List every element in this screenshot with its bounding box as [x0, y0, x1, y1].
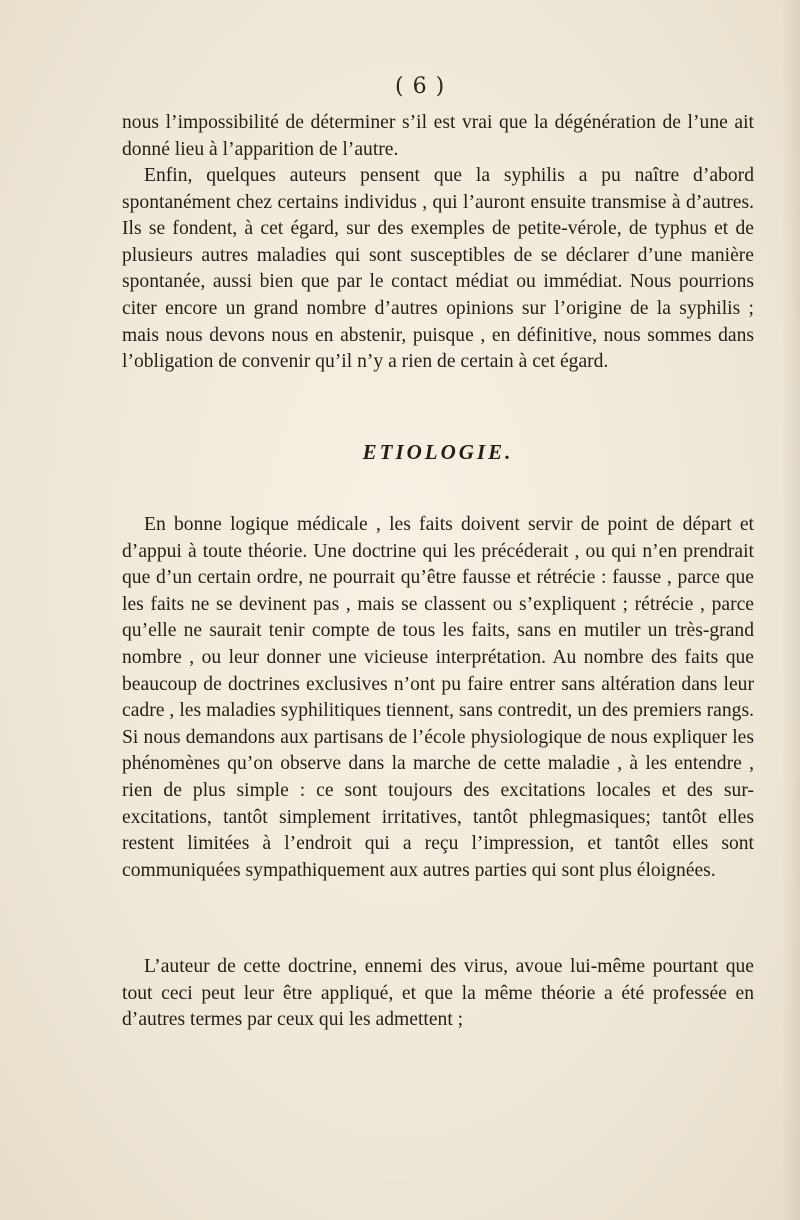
- page-edge-shadow: [782, 0, 800, 1220]
- paragraph-origin-opinions: [122, 163, 754, 376]
- paragraph-text: L’auteur de cette doctrine, ennemi des virus, avoue lui-même pourtant que tout ceci peut leur être appliqué, et que la même théorie a été professée en d’autres termes par ceux qui les admettent ;: [122, 956, 754, 1031]
- paragraph-medical-logic: [122, 512, 754, 884]
- paragraph-continuation: [122, 110, 754, 163]
- paragraph-doctrine-author: [122, 954, 754, 1034]
- paragraph-text: Enfin, quelques auteurs pensent que la syphilis a pu naître d’abord spontanément chez certains individus , qui l’auront ensuite transmise à d’autres. Ils se fondent, à cet égard, sur des exemples de petite-vérole, de typhus et de plusieurs autres maladies qui sont susceptibles de se déclarer d’une manière spontanée, aussi bien que par le contact médiat ou immédiat. Nous pourrions citer encore un grand nombre d’autres opinions sur l’origine de la syphilis ; mais nous devons nous en abstenir, puisque , en définitive, nous sommes dans l’obligation de convenir qu’il n’y a rien de certain à cet égard.: [122, 165, 754, 373]
- page-number: ( 6 ): [395, 74, 446, 99]
- paragraph-text: En bonne logique médicale , les faits doivent servir de point de départ et d’appui à toute théorie. Une doctrine qui les précéderait , ou qui n’en prendrait que d’un certain ordre, ne pourrait qu’être fausse et rétrécie : fausse , parce que les faits ne se devinent pas , mais se classent ou s’expliquent ; rétrécie , parce qu’elle ne saurait tenir compte de tous les faits, sans en mutiler un très-grand nombre , ou leur donner une vicieuse interprétation. Au nombre des faits que beaucoup de doctrines exclusives n’ont pu faire entrer sans altération dans leur cadre , les maladies syphilitiques tiennent, sans contredit, un des premiers rangs. Si nous demandons aux partisans de l’école physiologique de nous expliquer les phénomènes qu’on observe dans la marche de cette maladie , à les entendre , rien de plus simple : ce sont toujours des excitations locales et des sur-excitations, tantôt simplement irritatives, tantôt phlegmasiques; tantôt elles restent limitées à l’endroit qui a reçu l’impression, et tantôt elles sont communiquées sympathiquement aux autres parties qui sont plus éloignées.: [122, 514, 754, 881]
- paragraph-text: nous l’impossibilité de déterminer s’il est vrai que la dégénération de l’une ait donné lieu à l’apparition de l’autre.: [122, 112, 754, 160]
- section-heading: ETIOLOGIE.: [362, 440, 514, 464]
